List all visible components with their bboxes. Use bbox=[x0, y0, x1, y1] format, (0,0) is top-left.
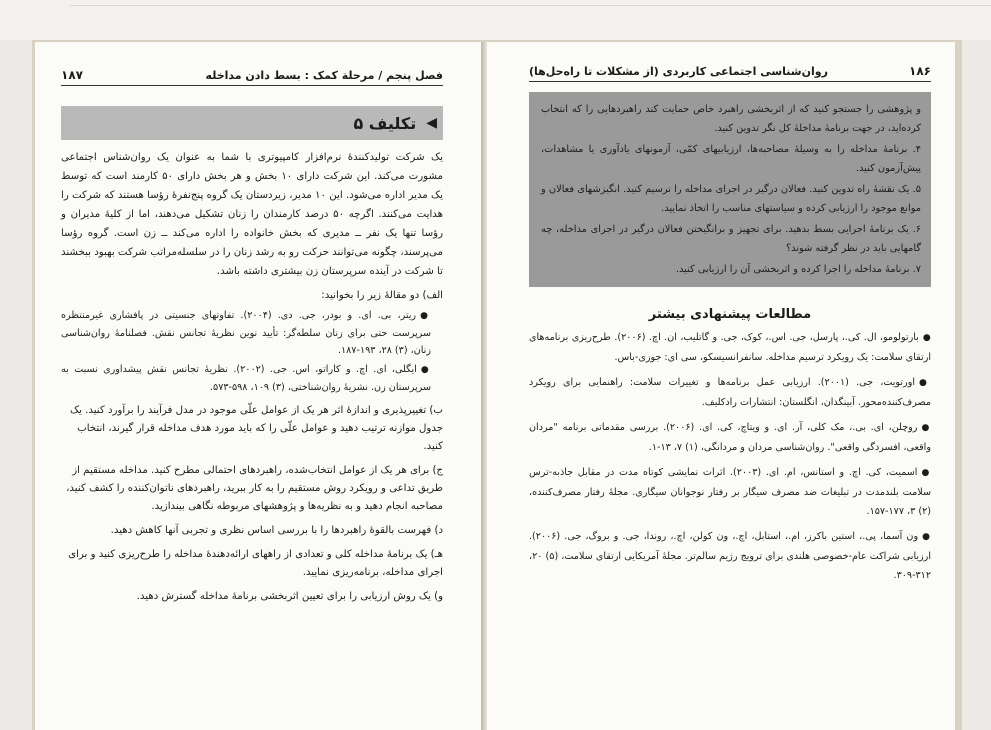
bullet-icon: ● bbox=[919, 378, 931, 388]
right-running-header bbox=[529, 64, 931, 82]
article-2: ایگلی، ای. اچ. و کاراتو، اس. جی. (۲۰۰۲). نظریهٔ تجانس نقش پیشداوری نسبت به سرپرستان زن. نشریهٔ روان‌شناختی، (۳) ۱۰۹، ۵۹۸-۵۷۳. bbox=[61, 364, 431, 393]
list-item bbox=[61, 307, 431, 359]
left-running-header bbox=[61, 68, 443, 86]
list-item: ۶. یک برنامهٔ اجرایی بسط بدهید. برای تجهیز و برانگیختن فعالان درگیر در اجرای مداخله، چه گامهایی باید در نظر گرفته شوند؟ bbox=[541, 224, 921, 254]
references-list bbox=[529, 328, 931, 585]
bullet-icon: ● bbox=[921, 423, 931, 433]
bullet-icon: ● bbox=[921, 468, 932, 478]
reference-text: ون آسما، پی.، استین باکرز، ام.، استابل، اچ.، ون کولن، اچ.، روندا، جی. و بروگ، جی. (۲۰۰۶). ارزیابی شراکت عام-خصوصی هلندی برای ترویج رژیم سالم‌تر. مجلهٔ آمریکایی ارتقای سلامت، (۵) ۲۰، ۳۱۲-۳۰۹. bbox=[529, 531, 931, 581]
list-item bbox=[529, 527, 931, 585]
reference-text: بارتولومو، ال. کی.، پارسل، جی. اس.، کوک، جی. و گاتلیب، ان. اچ. (۲۰۰۶). طرح‌ریزی برنامه‌های ارتقای سلامت: یک رویکرد ترسیم مداخله. سانفرانسیسکو، سی ای: جوزی-باس. bbox=[529, 332, 931, 363]
task-title: تکلیف ۵ bbox=[353, 113, 417, 133]
alef-article-list bbox=[61, 307, 443, 396]
bullet-icon: ● bbox=[922, 333, 932, 343]
item-he: هـ) یک برنامهٔ مداخله کلی و تعدادی از راههای ارائه‌دهندهٔ مداخله را طرح‌ریزی کنید و برای اجرای مداخله، برنامه‌ریزی نمایید. bbox=[68, 549, 443, 578]
top-rule bbox=[70, 5, 991, 6]
desk-background bbox=[0, 0, 991, 40]
references-heading: مطالعات پیشنهادی بیشتر bbox=[648, 307, 812, 322]
left-page-number: ۱۸۷ bbox=[61, 68, 83, 82]
left-running-head-text: فصل پنجم / مرحلة کمک : بسط دادن مداخله bbox=[205, 68, 443, 82]
item-dal: د) فهرست بالقوهٔ راهبردها را با بررسی اساس نظری و تجربی آنها کاهش دهید. bbox=[110, 525, 443, 536]
list-item: ۴. برنامهٔ مداخله را به وسیلهٔ مصاحبه‌ها، ارزیابیهای کمّی، آزمونهای یادآوری یا مشاهدات، پیش‌آزمون کنید. bbox=[541, 144, 921, 174]
triangle-icon: ◀ bbox=[426, 115, 437, 131]
steps-box bbox=[529, 92, 931, 287]
item-jim: ج) برای هر یک از عوامل انتخاب‌شده، راهبردهای احتمالی مطرح کنید. مداخله مستقیم از طریق تداعی و رویکرد روش مستقیم را به کار ببرید، راهبردهای ناتوان‌کننده را کشف کنید، مصاحبه انجام دهید و به نظریه‌ها و پژوهشهای مربوطه نگاهی بیندازید. bbox=[66, 465, 443, 512]
task-paragraph: یک شرکت تولیدکنندهٔ نرم‌افزار کامپیوتری با شما به عنوان یک روان‌شناس اجتماعی مشورت می‌کند. این شرکت دارای ۱۰ بخش و هر بخش دارای ۵۰ کارمند است که توسط یک مدیر اداره می‌شود. این ۱۰ مدیر، زیردستان یک گروه پنج‌نفرهٔ رؤسا هستند که شرکت را هدایت می‌کنند. اگرچه ۵۰ درصد کارمندان را زنان تشکیل می‌دهند، اما از کلیهٔ مدیران و رؤسا تنها یک نفر ــ مدیری که بخش خانواده را اداره می‌کند ــ زن است. گروه رؤسا می‌پرسند، چگونه می‌توانند حرکت رو به رشد زنان را در سلسله‌مراتب شرکت بهبود ببخشند تا شرکت در آینده سرپرستان زن بیشتری داشته باشد. bbox=[61, 152, 444, 277]
reference-text: اورتویت، جی. (۲۰۰۱). ارزیابی عمل برنامه‌ها و تغییرات سلامت: راهنمایی برای رویکرد مصرف‌کننده‌محور. آبینگدان، انگلستان: انتشارات رادکلیف. bbox=[529, 377, 931, 408]
page-187 bbox=[35, 42, 481, 730]
page-186 bbox=[487, 42, 955, 730]
article-1: ریتر، بی. ای. و بودر، جی. دی. (۲۰۰۴). تفاوتهای جنسیتی در پافشاری غیرمنتظره سرپرست حتی برای زنان سلطه‌گر: تأیید نوین نظریهٔ تجانس نقش. فصلنامهٔ روان‌شناسی زنان، (۳) ۲۸، ۱۹۳-۱۸۷. bbox=[61, 310, 431, 356]
reference-text: اسمیت، کی. اچ. و استانس، ام. ای. (۲۰۰۳). اثرات نمایشی کوتاه مدت در مقابل جاذبه-ترس سلامت بلندمدت در تبلیغات ضد مصرف سیگار بر رفتار نوجوانان سیگاری. مجلهٔ رفتار مصرف‌کننده، (۲) ۳، ۱۷۷-۱۵۷. bbox=[529, 467, 931, 517]
bullet-icon: ● bbox=[420, 365, 432, 375]
list-item bbox=[529, 418, 931, 457]
list-item: ۷. برنامهٔ مداخله را اجرا کرده و اثربخشی آن را ارزیابی کنید. bbox=[675, 264, 921, 275]
reference-text: روچلن، ای. بی.، مک کلی، آر. ای. و ویتاچ، کی. ای. (۲۰۰۶). بررسی مقدماتی برنامه "مردان واقعی، افسردگی واقعی". روان‌شناسی مردان و مردانگی، (۱) ۷، ۱۳-۱. bbox=[529, 422, 931, 453]
list-item bbox=[61, 361, 431, 396]
list-item bbox=[529, 328, 931, 367]
item-vav: و) یک روش ارزیابی را برای تعیین اثربخشی برنامهٔ مداخله گسترش دهید. bbox=[136, 591, 443, 602]
right-running-head-text: روان‌شناسی اجتماعی کاربردی (از مشکلات تا راه‌حل‌ها) bbox=[529, 64, 828, 78]
list-item: ۵. یک نقشهٔ راه تدوین کنید. فعالان درگیر در اجرای مداخله را ترسیم کنید. انگیزشهای فعالان و موانع موجود را ارزیابی کرده و سیاستهای مناسب را اتخاذ نمایید. bbox=[541, 184, 921, 214]
bullet-icon: ● bbox=[922, 532, 931, 542]
task-heading bbox=[61, 106, 443, 140]
item-be: ب) تغییرپذیری و اندازهٔ اثر هر یک از عوامل علّی موجود در مدل فرآیند را برآورد کنید. یک جدول موازنه ترتیب دهید و عوامل علّی را که باید مورد هدف مداخله قرار گیرند، انتخاب کنید. bbox=[69, 405, 443, 452]
item-alef: الف) دو مقالهٔ زیر را بخوانید: bbox=[321, 290, 443, 301]
list-item bbox=[529, 463, 931, 521]
list-item bbox=[529, 373, 931, 412]
bullet-icon: ● bbox=[420, 311, 432, 321]
list-item: و پژوهشی را جستجو کنید که از اثربخشی راهبرد خاص حمایت کند راهبردهایی را که انتخاب کرده‌اید، در جهت برنامهٔ مداخلهٔ کل نگر تدوین کنید. bbox=[541, 104, 921, 134]
right-page-number: ۱۸۶ bbox=[909, 64, 931, 78]
